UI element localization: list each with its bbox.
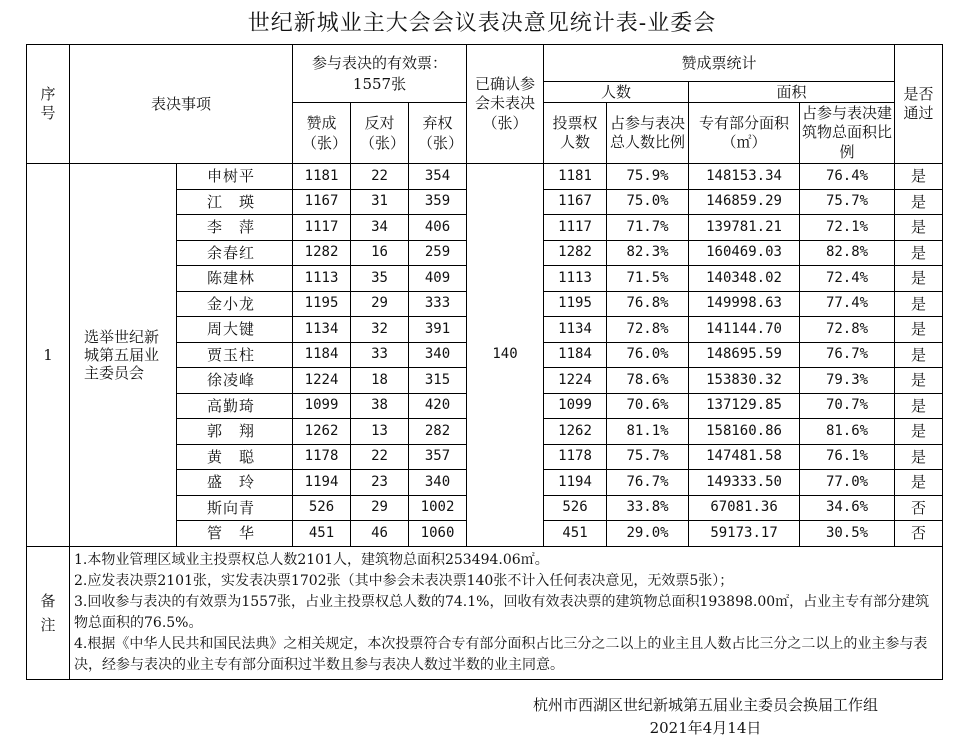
area-ratio: 72.8%	[800, 317, 895, 343]
footer-org: 杭州市西湖区世纪新城第五届业主委员会换届工作组	[532, 696, 878, 714]
candidate-name: 徐凌峰	[177, 368, 293, 394]
own-area: 148695.59	[689, 342, 800, 368]
own-area: 67081.36	[689, 495, 800, 521]
voter-count: 1117	[544, 215, 607, 241]
people-ratio: 71.7%	[607, 215, 689, 241]
area-ratio: 77.0%	[800, 470, 895, 496]
approve-count: 1224	[293, 368, 351, 394]
footer	[533, 694, 878, 741]
own-area: 59173.17	[689, 521, 800, 547]
voter-count: 1195	[544, 291, 607, 317]
people-ratio: 75.7%	[607, 444, 689, 470]
approve-count: 1117	[293, 215, 351, 241]
area-ratio: 82.8%	[800, 240, 895, 266]
passed-status: 是	[895, 393, 943, 419]
oppose-count: 34	[351, 215, 409, 241]
abstain-count: 340	[409, 342, 467, 368]
header-people-ratio: 占参与表决总人数比例	[607, 103, 689, 164]
candidate-name: 黄 聪	[177, 444, 293, 470]
area-ratio: 76.4%	[800, 164, 895, 190]
people-ratio: 70.6%	[607, 393, 689, 419]
passed-status: 是	[895, 164, 943, 190]
own-area: 139781.21	[689, 215, 800, 241]
abstain-count: 315	[409, 368, 467, 394]
voter-count: 1224	[544, 368, 607, 394]
note-line: 1.本物业管理区域业主投票权总人数2101人，建筑物总面积253494.06㎡。	[74, 551, 549, 568]
approve-count: 1134	[293, 317, 351, 343]
oppose-count: 46	[351, 521, 409, 547]
table-row	[27, 164, 943, 190]
oppose-count: 13	[351, 419, 409, 445]
oppose-count: 33	[351, 342, 409, 368]
area-ratio: 77.4%	[800, 291, 895, 317]
oppose-count: 22	[351, 164, 409, 190]
passed-status: 是	[895, 291, 943, 317]
candidate-name: 郭 翔	[177, 419, 293, 445]
item-seq: 1	[27, 164, 70, 547]
area-ratio: 75.7%	[800, 189, 895, 215]
people-ratio: 81.1%	[607, 419, 689, 445]
note-line: 3.回收参与表决的有效票为1557张，占业主投票权总人数的74.1%，回收有效表决票的建筑物总面积193898.00㎡，占业主专有部分建筑物总面积的76.5%。	[74, 593, 930, 631]
abstain-count: 420	[409, 393, 467, 419]
passed-status: 是	[895, 368, 943, 394]
people-ratio: 78.6%	[607, 368, 689, 394]
oppose-count: 29	[351, 495, 409, 521]
candidate-name: 盛 玲	[177, 470, 293, 496]
note-line: 2.应发表决票2101张，实发表决票1702张（其中参会未表决票140张不计入任何表决意见，无效票5张）；	[74, 572, 734, 589]
document-title: 世纪新城业主大会会议表决意见统计表-业委会	[247, 11, 717, 36]
oppose-count: 22	[351, 444, 409, 470]
voter-count: 526	[544, 495, 607, 521]
people-ratio: 72.8%	[607, 317, 689, 343]
candidate-name: 斯向青	[177, 495, 293, 521]
candidate-name: 高勤琦	[177, 393, 293, 419]
candidate-name: 金小龙	[177, 291, 293, 317]
header-confirmed-not-voted: 已确认参会未表决（张）	[467, 45, 544, 164]
voter-count: 1134	[544, 317, 607, 343]
voter-count: 1184	[544, 342, 607, 368]
vote-statistics-table	[26, 44, 943, 680]
passed-status: 是	[895, 470, 943, 496]
area-ratio: 72.4%	[800, 266, 895, 292]
candidate-name: 周大键	[177, 317, 293, 343]
passed-status: 是	[895, 317, 943, 343]
approve-count: 1099	[293, 393, 351, 419]
people-ratio: 76.0%	[607, 342, 689, 368]
header-people: 人数	[544, 82, 689, 103]
approve-count: 1167	[293, 189, 351, 215]
notes-content	[70, 546, 943, 679]
area-ratio: 76.1%	[800, 444, 895, 470]
footer-date: 2021年4月14日	[649, 719, 762, 738]
candidate-name: 陈建林	[177, 266, 293, 292]
header-approve: 赞成（张）	[293, 103, 351, 164]
own-area: 149333.50	[689, 470, 800, 496]
own-area: 137129.85	[689, 393, 800, 419]
approve-count: 1181	[293, 164, 351, 190]
approve-count: 1184	[293, 342, 351, 368]
voter-count: 1262	[544, 419, 607, 445]
approve-count: 1282	[293, 240, 351, 266]
voter-count: 1181	[544, 164, 607, 190]
abstain-count: 409	[409, 266, 467, 292]
voter-count: 1178	[544, 444, 607, 470]
own-area: 141144.70	[689, 317, 800, 343]
note-line: 4.根据《中华人民共和国民法典》之相关规定，本次投票符合专有部分面积占比三分之二以上的业主且人数占比三分之二以上的业主参与表决，经参与表决的业主专有部分面积过半数且参与表决人数过半数的业主同意。	[74, 635, 928, 673]
abstain-count: 340	[409, 470, 467, 496]
approve-count: 526	[293, 495, 351, 521]
abstain-count: 259	[409, 240, 467, 266]
passed-status: 是	[895, 240, 943, 266]
people-ratio: 29.0%	[607, 521, 689, 547]
oppose-count: 31	[351, 189, 409, 215]
passed-status: 否	[895, 495, 943, 521]
own-area: 148153.34	[689, 164, 800, 190]
own-area: 149998.63	[689, 291, 800, 317]
header-seq: 序号	[27, 45, 70, 164]
people-ratio: 75.9%	[607, 164, 689, 190]
people-ratio: 75.0%	[607, 189, 689, 215]
passed-status: 是	[895, 215, 943, 241]
voter-count: 1113	[544, 266, 607, 292]
approve-count: 1113	[293, 266, 351, 292]
item-matter	[70, 164, 177, 547]
area-ratio: 81.6%	[800, 419, 895, 445]
abstain-count: 1060	[409, 521, 467, 547]
confirmed-not-voted: 140	[467, 164, 544, 547]
candidate-name: 江 瑛	[177, 189, 293, 215]
people-ratio: 33.8%	[607, 495, 689, 521]
passed-status: 是	[895, 342, 943, 368]
oppose-count: 35	[351, 266, 409, 292]
oppose-count: 29	[351, 291, 409, 317]
own-area: 160469.03	[689, 240, 800, 266]
header-approve-stats: 赞成票统计	[544, 45, 895, 82]
item-matter-text: 选举世纪新城第五届业主委员会	[84, 327, 160, 382]
oppose-count: 23	[351, 470, 409, 496]
voter-count: 451	[544, 521, 607, 547]
abstain-count: 357	[409, 444, 467, 470]
voter-count: 1282	[544, 240, 607, 266]
people-ratio: 76.8%	[607, 291, 689, 317]
area-ratio: 79.3%	[800, 368, 895, 394]
header-own-area: 专有部分面积（㎡）	[689, 103, 800, 164]
abstain-count: 391	[409, 317, 467, 343]
notes-label: 备注	[27, 546, 70, 679]
header-abstain: 弃权（张）	[409, 103, 467, 164]
approve-count: 1194	[293, 470, 351, 496]
area-ratio: 30.5%	[800, 521, 895, 547]
header-voters: 投票权人数	[544, 103, 607, 164]
approve-count: 1262	[293, 419, 351, 445]
passed-status: 是	[895, 444, 943, 470]
people-ratio: 76.7%	[607, 470, 689, 496]
passed-status: 是	[895, 419, 943, 445]
passed-status: 是	[895, 189, 943, 215]
voter-count: 1194	[544, 470, 607, 496]
header-area: 面积	[689, 82, 895, 103]
oppose-count: 16	[351, 240, 409, 266]
oppose-count: 38	[351, 393, 409, 419]
area-ratio: 72.1%	[800, 215, 895, 241]
people-ratio: 71.5%	[607, 266, 689, 292]
header-oppose: 反对（张）	[351, 103, 409, 164]
abstain-count: 406	[409, 215, 467, 241]
candidate-name: 申树平	[177, 164, 293, 190]
approve-count: 1178	[293, 444, 351, 470]
abstain-count: 354	[409, 164, 467, 190]
candidate-name: 余春红	[177, 240, 293, 266]
header-matter: 表决事项	[70, 45, 293, 164]
header-passed: 是否通过	[895, 45, 943, 164]
oppose-count: 18	[351, 368, 409, 394]
own-area: 146859.29	[689, 189, 800, 215]
area-ratio: 76.7%	[800, 342, 895, 368]
own-area: 158160.86	[689, 419, 800, 445]
approve-count: 451	[293, 521, 351, 547]
people-ratio: 82.3%	[607, 240, 689, 266]
abstain-count: 359	[409, 189, 467, 215]
passed-status: 否	[895, 521, 943, 547]
header-valid-votes: 参与表决的有效票：1557张	[293, 45, 467, 103]
candidate-name: 李 萍	[177, 215, 293, 241]
approve-count: 1195	[293, 291, 351, 317]
own-area: 153830.32	[689, 368, 800, 394]
own-area: 147481.58	[689, 444, 800, 470]
oppose-count: 32	[351, 317, 409, 343]
own-area: 140348.02	[689, 266, 800, 292]
area-ratio: 34.6%	[800, 495, 895, 521]
voter-count: 1167	[544, 189, 607, 215]
passed-status: 是	[895, 266, 943, 292]
area-ratio: 70.7%	[800, 393, 895, 419]
header-area-ratio: 占参与表决建筑物总面积比例	[800, 103, 895, 164]
abstain-count: 1002	[409, 495, 467, 521]
voter-count: 1099	[544, 393, 607, 419]
abstain-count: 333	[409, 291, 467, 317]
candidate-name: 管 华	[177, 521, 293, 547]
candidate-name: 贾玉柱	[177, 342, 293, 368]
abstain-count: 282	[409, 419, 467, 445]
